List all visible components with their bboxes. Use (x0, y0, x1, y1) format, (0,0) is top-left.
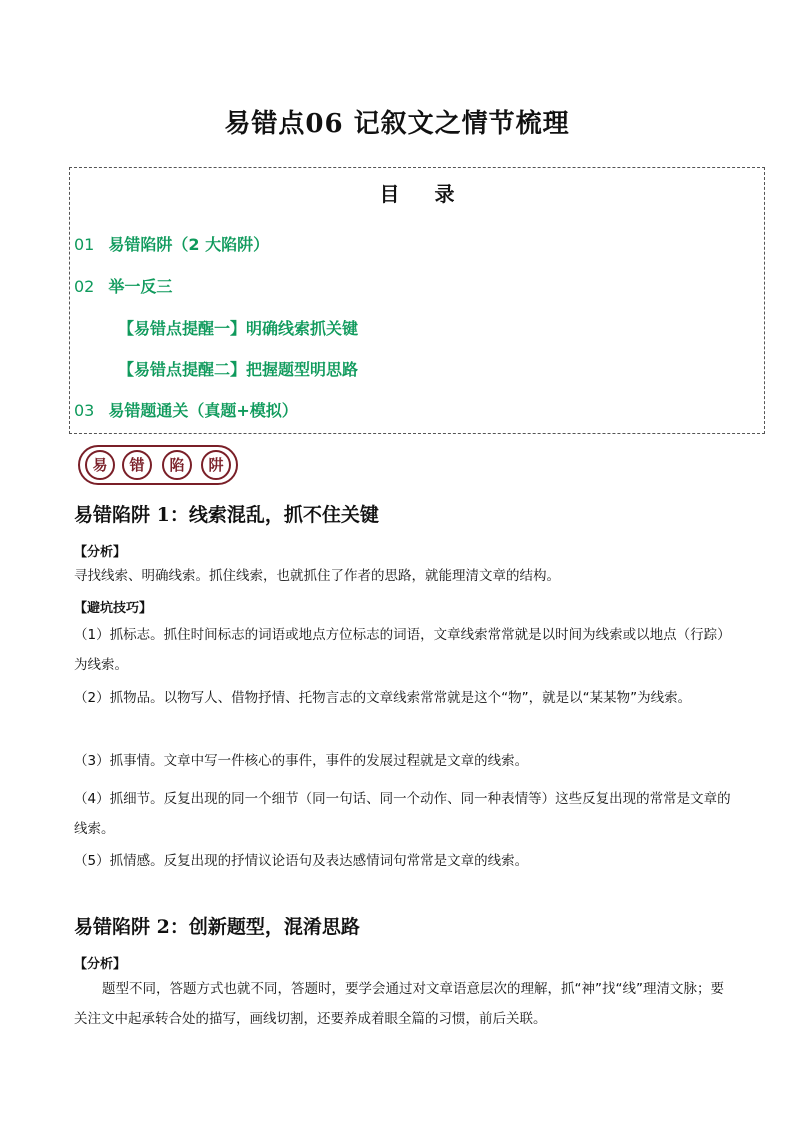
badge-char: 陷 (162, 450, 192, 480)
toc-item-label: 【易错点提醒一】明确线索抓关键 (118, 319, 359, 338)
trap-1-tip-3: （3）抓事情。文章中写一件核心的事件，事件的发展过程就是文章的线索。 (74, 753, 529, 769)
toc-item-label: 举一反三 (108, 277, 173, 296)
toc-item-label: 【易错点提醒二】把握题型明思路 (118, 360, 359, 379)
trap-1-tips-label: 【避坑技巧】 (74, 601, 153, 616)
trap-2-analysis-label: 【分析】 (74, 957, 127, 972)
trap-1-tip-2: （2）抓物品。以物写人、借物抒情、托物言志的文章线索常常就是这个“物”，就是以“某某物”为线索。 (74, 690, 692, 706)
toc-item-label: 易错陷阱（2 大陷阱） (108, 235, 270, 254)
trap-1-heading: 易错陷阱 1：线索混乱，抓不住关键 (74, 504, 379, 526)
trap-1-tip-1: （1）抓标志。抓住时间标志的词语或地点方位标志的词语，文章线索常常就是以时间为线索或以地点（行踪）为线索。 (74, 627, 731, 673)
toc-item-1[interactable] (74, 232, 269, 255)
badge-char: 错 (122, 450, 152, 480)
table-of-contents (69, 167, 765, 434)
trap-1-tip-4: （4）抓细节。反复出现的同一个细节（同一句话、同一个动作、同一种表情等）这些反复出现的常常是文章的线索。 (74, 791, 731, 837)
toc-item-2-1[interactable] (118, 316, 358, 339)
toc-item-number: 01 (74, 235, 95, 254)
trap-1-analysis-text: 寻找线索、明确线索。抓住线索，也就抓住了作者的思路，就能理清文章的结构。 (74, 568, 560, 584)
trap-section-badge (78, 445, 238, 485)
badge-char: 易 (85, 450, 115, 480)
page-title: 易错点06 记叙文之情节梳理 (224, 109, 570, 139)
toc-item-2-2[interactable] (118, 357, 358, 380)
trap-1-analysis-label: 【分析】 (74, 545, 127, 560)
trap-2-analysis-text: 题型不同，答题方式也就不同，答题时，要学会通过对文章语意层次的理解，抓“神”找“线”理清文脉；要关注文中起承转合处的描写，画线切割，还要养成着眼全篇的习惯，前后关联。 (74, 981, 724, 1027)
toc-item-number: 03 (74, 401, 95, 420)
toc-item-2[interactable] (74, 274, 172, 297)
badge-char: 阱 (201, 450, 231, 480)
toc-item-number: 02 (74, 277, 95, 296)
trap-1-tip-5: （5）抓情感。反复出现的抒情议论语句及表达感情词句常常是文章的线索。 (74, 853, 529, 869)
trap-2-heading: 易错陷阱 2：创新题型，混淆思路 (74, 916, 360, 938)
toc-item-label: 易错题通关（真题+模拟） (108, 401, 298, 420)
toc-heading: 目 录 (379, 182, 469, 206)
toc-item-3[interactable] (74, 398, 298, 421)
